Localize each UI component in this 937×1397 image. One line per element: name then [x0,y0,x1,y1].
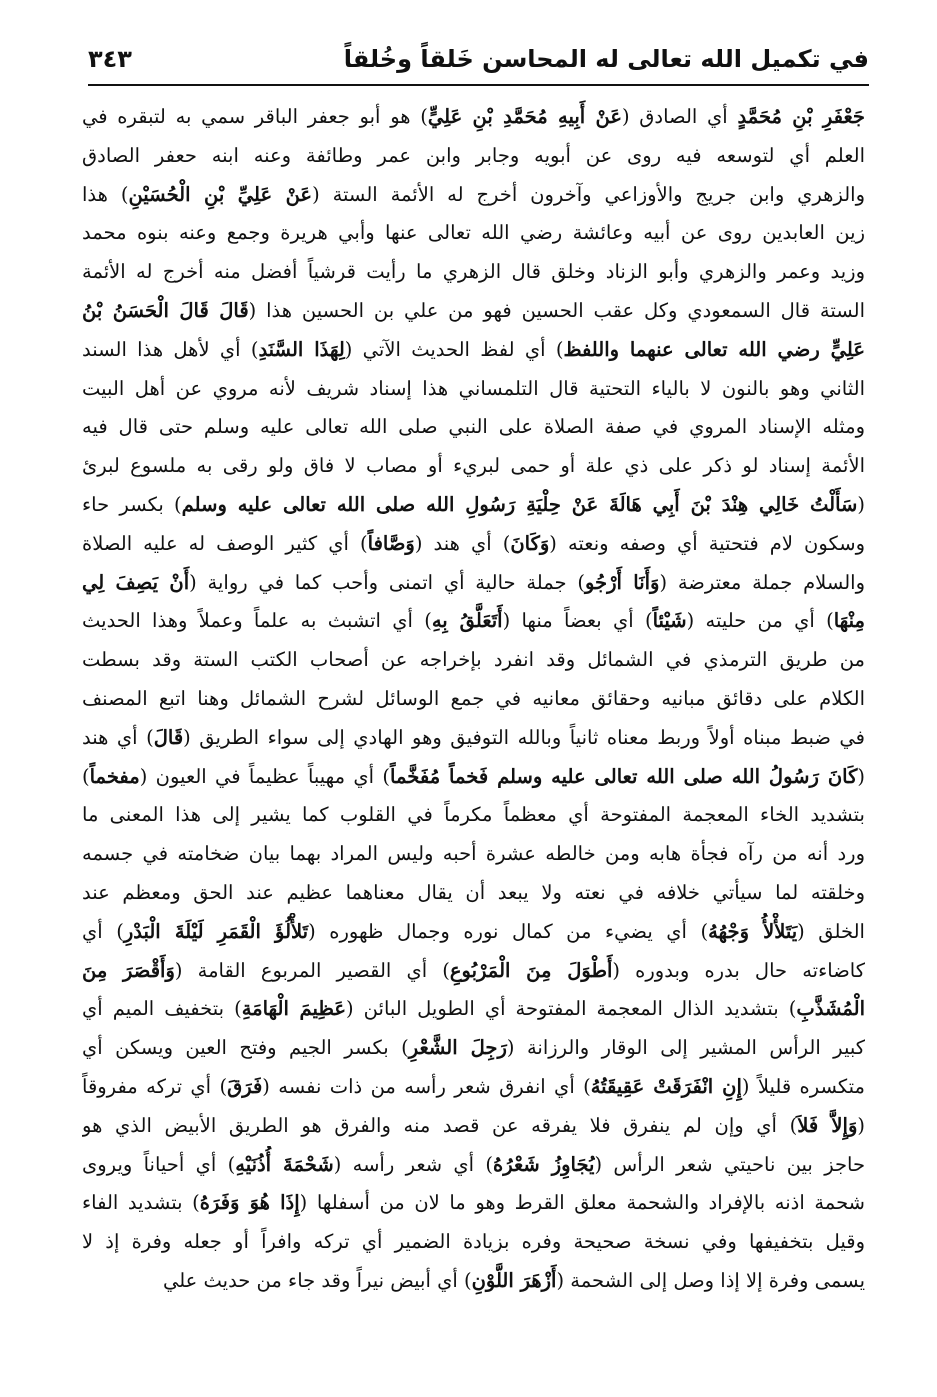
quoted-hadith-text: مفخماً [89,764,140,788]
commentary-segment: ) هو أبو جعفر الباقر سمي به لتبقره في [82,105,428,128]
quoted-hadith-text: عَنْ أَبِيهِ مُحَمَّدِ بْنِ عَلِيٍّ [427,105,622,128]
text-line [82,990,865,1029]
text-line [82,292,865,331]
quoted-hadith-text: رَجِلَ الشَّعْرِ [408,1036,507,1060]
quoted-hadith-text: مِنْهَا [833,609,865,633]
commentary-segment: الأئمة إسناد لو ذكر على ذي علة أو حمى لبريء أو مصاب لا فاق ولو رقى به ملسوع لبرئ [82,454,865,478]
text-line [82,486,865,525]
chapter-title: في تكميل الله تعالى له المحاسن خَلقاً وخُلقاً [343,45,869,73]
text-line [82,370,865,409]
running-header [88,34,869,86]
text-line [82,1107,865,1146]
quoted-hadith-text: فَرَقَ [227,1074,263,1098]
commentary-segment: شحمة اذنه بالإفراد والشحمة معلق القرط وهو ما لان من أسفلها ( [299,1191,865,1215]
commentary-segment: ) أي أحياناً ويروى [82,1152,236,1176]
commentary-segment: كبير الرأس المشير إلى الوقار والرزانة ( [506,1036,865,1060]
text-line [82,525,865,564]
commentary-segment: ) أي انفرق شعر رأسه من ذات نفسه ( [262,1074,591,1098]
commentary-segment: ( [857,764,865,788]
quoted-hadith-text: تَلأْلُؤَ الْقَمَرِ لَيْلَةَ الْبَدْرِ [123,919,309,943]
text-line [82,98,865,137]
commentary-segment: والزهري وابن جريج والأوزاعي وآخرون أخرج له الأئمة الستة ( [312,182,865,206]
text-line [82,680,865,719]
text-line [82,408,865,447]
quoted-hadith-text: أَزْهَرَ اللَّوْنِ [471,1268,557,1292]
commentary-segment: كاضاءته حال بدره وبدوره ( [612,958,865,982]
commentary-segment: ) بكسر حاء [82,492,182,516]
commentary-segment: ) أي تركه مفروقاً [82,1074,228,1098]
commentary-segment: ) أي لفظ الحديث الآتي ( [344,337,564,361]
commentary-segment: ) بكسر الجيم وفتح العين ويسكن أي [82,1036,409,1060]
text-line [82,253,865,292]
quoted-hadith-text: جَعْفَرِ بْنِ مُحَمَّدٍ [737,105,865,128]
commentary-segment: ) جملة حالية أي اتمنى وأحب كما في رواية ( [189,570,585,594]
text-line [82,176,865,215]
text-line [82,874,865,913]
commentary-segment: ) [82,764,90,788]
quoted-hadith-text: الْمُشَذَّبِ [796,997,865,1021]
commentary-segment: ) بتشديد الفاء [82,1191,200,1215]
quoted-hadith-text: عَلِيٍّ رضي الله تعالى عنهما واللفظ [563,337,865,361]
text-line [82,331,865,370]
text-line [82,1184,865,1223]
text-line [82,1146,865,1185]
quoted-hadith-text: قَالَ قَالَ الْحَسَنُ بْنُ [82,298,249,322]
quoted-hadith-text: وَصَّافاً [367,531,415,555]
commentary-segment: حاجز بين ناحيتي شعر الرأس ( [594,1152,865,1176]
commentary-segment: ) أي وإن لم ينفرق فلا يفرقه عن قصد منه والفرق هو الطريق الأبيض الذي هو [82,1113,798,1137]
commentary-segment: الستة قال السمعودي وكل عقب الحسين فهو من علي بن الحسين هذا ( [248,298,865,322]
quoted-hadith-text: شَيْئاً [652,609,687,633]
commentary-segment: ) أي كثير الوصف له عليه الصلاة [82,531,368,555]
commentary-segment: ) أي لأهل هذا السند [82,337,259,361]
commentary-segment: الكلام على دقائق مبانيه وحقائق معانيه في جمع الوسائل لشرح الشمائل وهنا اتبع المصنف [82,686,865,710]
commentary-segment: زين العابدين روى عن أبيه وعائشة رضي الله تعالى عنها وأبي هريرة وجمع وعنه بنوه محمد [82,221,865,245]
quoted-hadith-text: أَنْ يَصِفَ لِي [82,570,190,594]
commentary-segment: العلم أي لتوسعه فيه روى عن أبويه وجابر وابن عمر وطائفة وعنه ابنه حعفر الصادق [82,143,865,167]
text-line [82,913,865,952]
commentary-segment: ) بتخفيف الميم أي [82,997,242,1021]
quoted-hadith-text: إِذَا هُوَ وَفَرَهُ [199,1191,300,1215]
commentary-segment: الخلق ( [797,919,865,943]
commentary-segment: بتشديد الخاء المعجمة المفتوحة أي معظماً مكرماً في القلوب كما يشير إلى هذا المعنى ما [82,803,865,827]
text-line [82,564,865,603]
quoted-hadith-text: وَأَقْصَرَ مِنَ [82,958,175,982]
commentary-segment: ) أي اتشبث به علماً وعملاً وهذا الحديث [82,609,432,633]
commentary-segment: وقيل بتخفيفها وفي نسخة صحيحة وفره بزيادة الضمير أي تركه وافراً أو جعله وفرة إذ لا [82,1230,865,1254]
commentary-segment: والسلام جملة معترضة ( [659,570,865,594]
commentary-segment: وزيد وعمر والزهري وأبو الزناد وخلق قال الزهري ما رأيت قرشياً أفضل منه أخرج له الأئمة [82,260,865,284]
commentary-segment: في ضبط مبناه أولاً وربط معناه ثانياً وبالله التوفيق وهو الهادي إلى سواء الطريق ( [183,725,865,749]
commentary-segment: ) أي شعر رأسه ( [333,1152,494,1176]
quoted-hadith-text: عَنْ عَلِيِّ بْنِ الْحُسَيْنِ [128,182,313,206]
commentary-segment: ورد أنه من رآه فجأة هابه ومن خالطه عشرة أحبه وليس المراد بهما بيان ضخامته في جسمه [82,842,865,866]
commentary-segment: ( [857,492,865,516]
text-line [82,214,865,253]
quoted-hadith-text: وَكَانَ [510,531,550,555]
commentary-segment: الثاني وهو بالنون لا بالياء التحتية قال التلمساني هذا إسناد شريف لأنه مروي عن أهل البيت [82,376,865,400]
text-line [82,758,865,797]
commentary-segment: ) أي يضيء من كمال نوره وجمال ظهوره ( [308,919,709,943]
quoted-hadith-text: وَأَنَا أَرْجُو [584,570,660,594]
commentary-segment: ) أي من حليته ( [686,609,834,633]
commentary-segment: أي الصادق ( [621,105,738,128]
text-line [82,447,865,486]
text-line [82,796,865,835]
commentary-segment: ) أي أبيض نيراً وقد جاء من حديث علي [162,1268,472,1292]
text-line [82,1223,865,1262]
commentary-segment: ) أي بعضاً منها ( [502,609,653,633]
quoted-hadith-text: أَتَعَلَّقُ بِهِ [431,609,503,633]
quoted-hadith-text: عَظِيمَ الْهَامَةِ [241,997,347,1021]
commentary-segment: ومثله الإسناد المروي في صفة الصلاة على النبي صلى الله تعالى عليه وسلم حتى قال فيه [82,415,865,439]
text-line [82,137,865,176]
commentary-segment: ) أي القصير المربوع القامة ( [174,958,450,982]
commentary-segment: يسمى وفرة إلا إذا وصل إلى الشحمة ( [556,1268,865,1292]
text-line [82,719,865,758]
text-line [82,952,865,991]
commentary-segment: ) أي [82,919,124,943]
commentary-segment: من طريق الترمذي في الشمائل وقد انفرد بإخراجه عن أصحاب الكتب الستة وقد بسطت [82,648,865,672]
quoted-hadith-text: قَالَ [153,725,184,749]
quoted-hadith-text: يُجَاوِزُ شَعْرُهُ [493,1152,595,1176]
commentary-text [82,98,865,1358]
text-line [82,835,865,874]
quoted-hadith-text: أَطْوَلَ مِنَ الْمَرْبُوعِ [449,958,613,982]
commentary-segment: ) بتشديد الذال المعجمة المفتوحة أي الطويل البائن ( [346,997,797,1021]
commentary-segment: وسكون لام فتحتية أي وصفه ونعته ( [549,531,865,555]
commentary-segment: ( [857,1113,865,1137]
quoted-hadith-text: شَحْمَةَ أُذُنَيْهِ [235,1152,334,1176]
text-line [82,1029,865,1068]
text-line [82,1068,865,1107]
text-line [82,602,865,641]
commentary-segment: ) أي مهيباً عظيماً في العيون ( [139,764,391,788]
commentary-segment: وخلقته لما سيأتي خلافه في نعته ولا يبعد أن يقال معناهما عظيم عند الحق ومعظم عند [82,880,865,904]
quoted-hadith-text: سَأَلْتُ خَالِي هِنْدَ بْنَ أَبِي هَالَةَ عَنْ حِلْيَةِ رَسُولِ الله صلى الله تعالى عليه وسلم [181,492,858,516]
quoted-hadith-text: كَانَ رَسُولُ الله صلى الله تعالى عليه وسلم فَخماً مُفَخَّماً [390,764,858,788]
commentary-segment: ) أي هند ( [414,531,511,555]
commentary-segment: متكسره قليلاً ( [741,1074,865,1098]
quoted-hadith-text: يَتَلأْلأُ وَجْهُهُ [708,919,798,943]
quoted-hadith-text: وَإِلاَّ فَلاَ [797,1113,858,1137]
quoted-hadith-text: لِهَذَا السَّنَدِ [258,337,345,361]
text-line [82,1262,865,1301]
quoted-hadith-text: إِنِ انْفَرَقَتْ عَقِيقَتُهُ [590,1074,742,1098]
text-line [82,641,865,680]
commentary-segment: ) أي هند [82,725,154,749]
page-number: ٣٤٣ [88,45,132,73]
commentary-segment: ) هذا [82,182,129,206]
